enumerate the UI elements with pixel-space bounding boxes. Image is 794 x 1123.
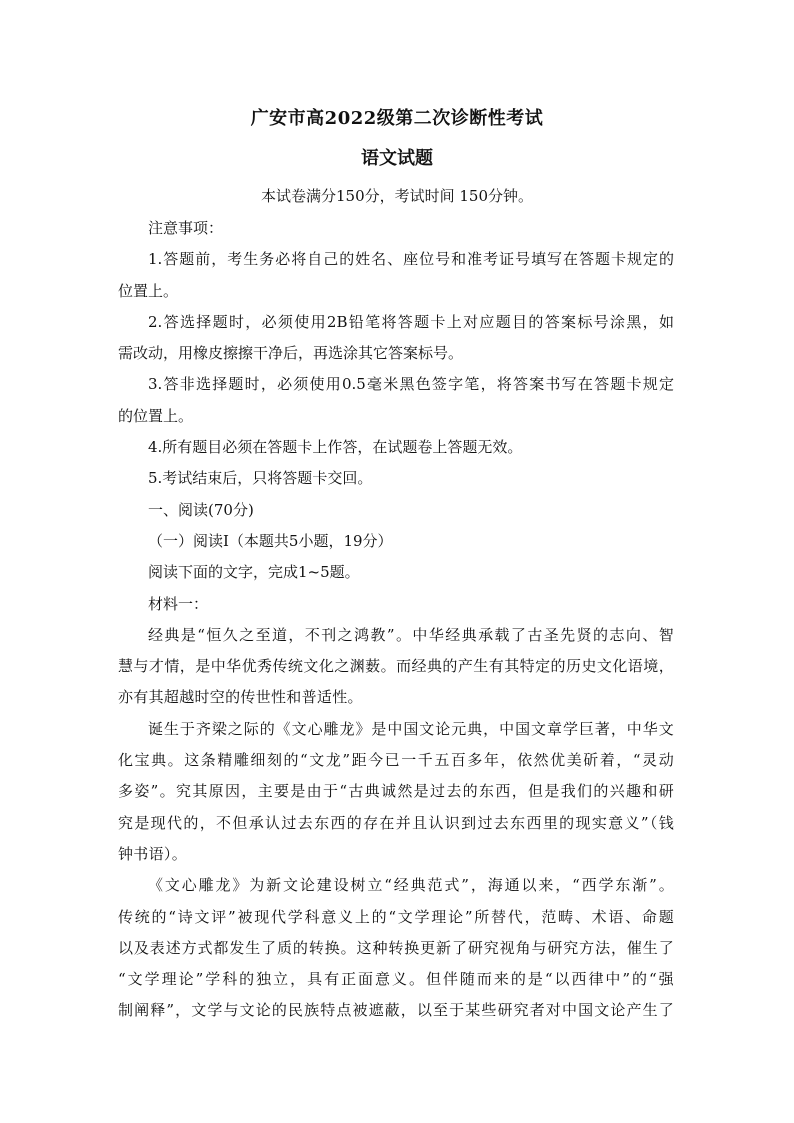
- exam-title: 广安市高2022级第二次诊断性考试: [250, 108, 544, 129]
- section-sub-1: （一）阅读Ⅰ（本题共5小题，19分）: [148, 531, 393, 550]
- notes-item-1-line-1: 1.答题前，考生务必将自己的姓名、座位号和准考证号填写在答题卡规定的: [148, 250, 674, 269]
- material-1-p2-line-2: 化宝典。这条精雕细刻的“文龙”距今已一千五百多年，依然优美斫着，“灵动: [118, 751, 674, 770]
- section-instruction: 阅读下面的文字，完成1~5题。: [148, 563, 360, 582]
- notes-item-5: 5.考试结束后，只将答题卡交回。: [148, 469, 373, 488]
- exam-meta: 本试卷满分150分，考试时间 150分钟。: [260, 187, 534, 205]
- notes-item-3-line-1: 3.答非选择题时，必须使用0.5毫米黑色签字笔，将答案书写在答题卡规定: [148, 375, 674, 394]
- material-1-p3-line-1: 《文心雕龙》为新文论建设树立“经典范式”，海通以来，“西学东渐”。: [148, 876, 674, 895]
- material-1-text: [118, 620, 674, 1027]
- notes-item-3-line-2: 的位置上。: [118, 406, 194, 425]
- section-part-1: 一、阅读(70分): [148, 500, 254, 519]
- material-1-p1-line-3: 亦有其超越时空的传世性和普适性。: [118, 688, 363, 707]
- material-1-p3-line-2: 传统的“诗文评”被现代学科意义上的“文学理论”所替代，范畴、术语、命题: [118, 907, 674, 926]
- material-1-p1-line-1: 经典是“恒久之至道，不刊之鸿教”。中华经典承载了古圣先贤的志向、智: [148, 625, 674, 644]
- material-label: 材料一：: [148, 594, 209, 613]
- material-1-p2-line-5: 钟书语）。: [118, 844, 188, 863]
- material-1-p3-line-4: “文学理论”学科的独立，具有正面意义。但伴随而来的是“以西律中”的“强: [118, 970, 674, 989]
- exam-subtitle: 语文试题: [361, 148, 433, 169]
- notes-item-2-line-2: 需改动，用橡皮擦擦干净后，再选涂其它答案标号。: [118, 344, 464, 363]
- material-1-p3-line-5: 制阐释”，文学与文论的民族特点被遮蔽，以至于某些研究者对中国文论产生了: [118, 1001, 674, 1020]
- material-1-p2-line-4: 究是现代的，不但承认过去东西的存在并且认识到过去东西里的现实意义”（钱: [118, 813, 674, 832]
- exam-body: [118, 213, 674, 1027]
- notes-item-4: 4.所有题目必须在答题卡上作答，在试题卷上答题无效。: [148, 438, 523, 457]
- notes-item-1-line-2: 位置上。: [118, 281, 179, 300]
- notes-heading: 注意事项：: [148, 219, 224, 237]
- material-1-p2-line-1: 诞生于齐梁之际的《文心雕龙》是中国文论元典，中国文章学巨著，中华文: [148, 719, 674, 738]
- notes-item-2-line-1: 2.答选择题时，必须使用2B铅笔将答题卡上对应题目的答案标号涂黑，如: [148, 312, 674, 331]
- material-1-p1-line-2: 慧与才情，是中华优秀传统文化之渊薮。而经典的产生有其特定的历史文化语境，: [118, 657, 674, 676]
- material-1-p2-line-3: 多姿”。究其原因，主要是由于“古典诚然是过去的东西，但是我们的兴趣和研: [118, 782, 674, 801]
- material-1-p3-line-3: 以及表述方式都发生了质的转换。这种转换更新了研究视角与研究方法，催生了: [118, 938, 674, 957]
